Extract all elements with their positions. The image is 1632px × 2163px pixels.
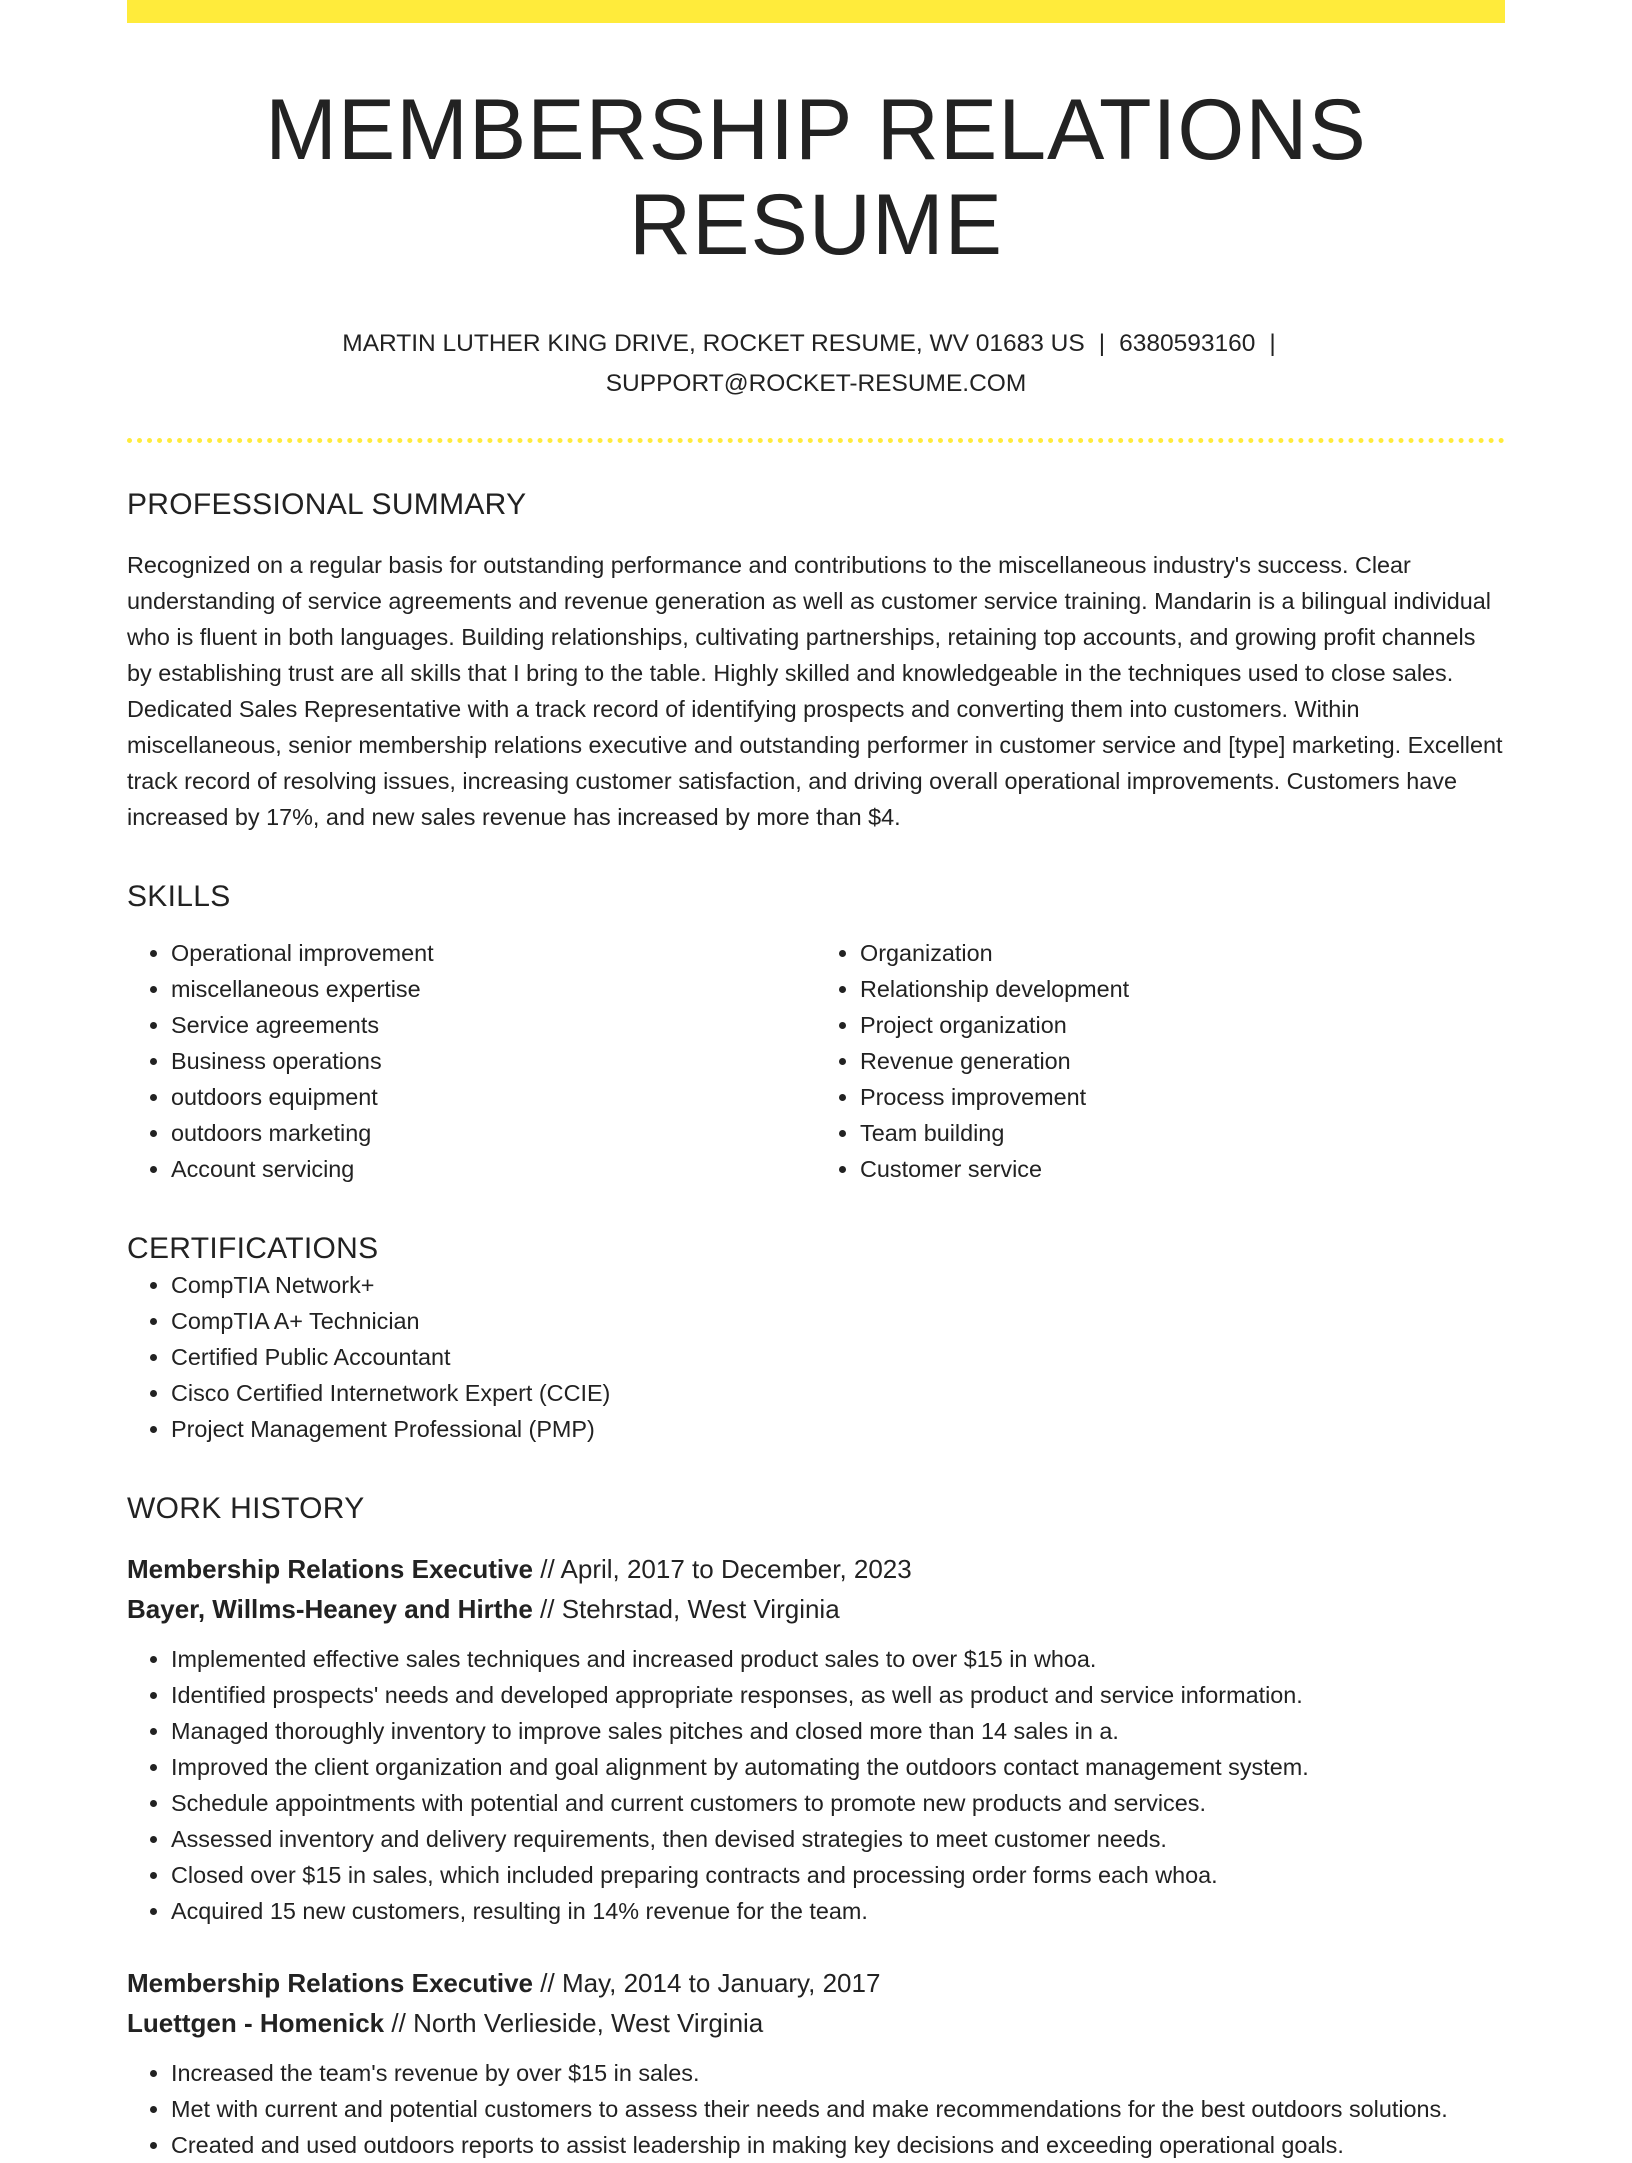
certification-item: • CompTIA Network+ (171, 1267, 1505, 1303)
job-company-line (127, 1589, 1505, 1629)
job-separator: // (391, 2008, 406, 2039)
skill-item: • Business operations (171, 1043, 816, 1079)
skill-item: • Relationship development (860, 971, 1505, 1007)
certifications-list (127, 1267, 1505, 1447)
job-company: Luettgen - Homenick (127, 2008, 385, 2039)
email: SUPPORT@ROCKET-RESUME.COM (605, 370, 1027, 398)
job-bullet: • Improved the client organization and goal alignment by automating the outdoors contact management system. (171, 1749, 1505, 1785)
skills-column-left (127, 935, 816, 1187)
skill-item: • Process improvement (860, 1079, 1505, 1115)
job-location: Stehrstad, West Virginia (561, 1594, 840, 1625)
job-entry (127, 1549, 1505, 1929)
job-company: Bayer, Willms-Heaney and Hirthe (127, 1594, 533, 1625)
skills-list-right (816, 935, 1505, 1187)
skills-column-right (816, 935, 1505, 1187)
contact-separator: | (1098, 330, 1106, 358)
summary-section (127, 487, 1505, 835)
job-entry (127, 1963, 1505, 2163)
job-bullet: • Increased the team's revenue by over $15 in sales. (171, 2055, 1505, 2091)
job-bullet: • Created and used outdoors reports to assist leadership in making key decisions and exceeding operational goals. (171, 2127, 1505, 2163)
certifications-heading: CERTIFICATIONS (127, 1232, 379, 1266)
contact-info (127, 324, 1505, 404)
job-company-line (127, 2003, 1505, 2043)
job-bullet: • Met with current and potential customers to assess their needs and make recommendations for the best outdoors solutions. (171, 2091, 1505, 2127)
skills-section (127, 879, 1505, 1187)
certification-item: • CompTIA A+ Technician (171, 1303, 1505, 1339)
certification-item: • Project Management Professional (PMP) (171, 1411, 1505, 1447)
skill-item: • Revenue generation (860, 1043, 1505, 1079)
certification-item: • Certified Public Accountant (171, 1339, 1505, 1375)
work-history-section (127, 1491, 1505, 2163)
job-bullet: • Acquired 15 new customers, resulting in 14% revenue for the team. (171, 1893, 1505, 1929)
contact-separator: | (1269, 330, 1276, 358)
job-bullet: • Managed thoroughly inventory to improve sales pitches and closed more than 14 sales in a. (171, 1713, 1505, 1749)
summary-heading: PROFESSIONAL SUMMARY (127, 488, 527, 522)
work-history-heading: WORK HISTORY (127, 1492, 365, 1526)
skills-columns (127, 935, 1505, 1187)
job-location: North Verlieside, West Virginia (413, 2008, 764, 2039)
job-role: Membership Relations Executive (127, 1968, 534, 1999)
job-dates: May, 2014 to January, 2017 (561, 1968, 881, 1999)
skills-heading: SKILLS (127, 880, 231, 914)
skill-item: • Team building (860, 1115, 1505, 1151)
job-dates: April, 2017 to December, 2023 (560, 1554, 912, 1585)
job-bullets (127, 1641, 1505, 1929)
skill-item: • Service agreements (171, 1007, 816, 1043)
skill-item: • Project organization (860, 1007, 1505, 1043)
skill-item: • Account servicing (171, 1151, 816, 1187)
job-role-line (127, 1963, 1505, 2003)
job-bullet: • Implemented effective sales techniques and increased product sales to over $15 in whoa. (171, 1641, 1505, 1677)
resume-title: MEMBERSHIP RELATIONS RESUME (265, 82, 1367, 273)
address: MARTIN LUTHER KING DRIVE, ROCKET RESUME, WV 01683 US (342, 330, 1085, 358)
certification-item: • Cisco Certified Internetwork Expert (CCIE) (171, 1375, 1505, 1411)
skill-item: • miscellaneous expertise (171, 971, 816, 1007)
skills-list-left (127, 935, 816, 1187)
job-bullet: • Closed over $15 in sales, which included preparing contracts and processing order forms each whoa. (171, 1857, 1505, 1893)
skill-item: • Operational improvement (171, 935, 816, 971)
job-separator: // (540, 1554, 555, 1585)
certifications-section (127, 1231, 1505, 1447)
job-bullets (127, 2055, 1505, 2163)
job-separator: // (540, 1968, 555, 1999)
skill-item: • outdoors marketing (171, 1115, 816, 1151)
job-bullet: • Assessed inventory and delivery requirements, then devised strategies to meet customer needs. (171, 1821, 1505, 1857)
job-role-line (127, 1549, 1505, 1589)
job-role: Membership Relations Executive (127, 1554, 534, 1585)
job-bullet: • Identified prospects' needs and developed appropriate responses, as well as product and service information. (171, 1677, 1505, 1713)
job-separator: // (540, 1594, 555, 1625)
skill-item: • Organization (860, 935, 1505, 971)
job-bullet: • Schedule appointments with potential and current customers to promote new products and services. (171, 1785, 1505, 1821)
skill-item: • Customer service (860, 1151, 1505, 1187)
summary-text: Recognized on a regular basis for outstanding performance and contributions to the miscellaneous industry's success. Clear understanding of service agreements and revenue generation as well as customer service training. Mandarin is a bilingual individual who is fluent in both languages. Building relationships, cultivating partnerships, retaining top accounts, and growing profit channels by establishing trust are all skills that I bring to the table. Highly skilled and knowledgeable in the techniques used to close sales. Dedicated Sales Representative with a track record of identifying prospects and converting them into customers. Within miscellaneous, senior membership relations executive and outstanding performer in customer service and [type] marketing. Excellent track record of resolving issues, increasing customer satisfaction, and driving overall operational improvements. Customers have increased by 17%, and new sales revenue has increased by more than $4. (127, 552, 1503, 831)
skill-item: • outdoors equipment (171, 1079, 816, 1115)
phone: 6380593160 (1119, 330, 1256, 358)
top-accent-bar (127, 0, 1505, 23)
dotted-divider (127, 438, 1505, 443)
